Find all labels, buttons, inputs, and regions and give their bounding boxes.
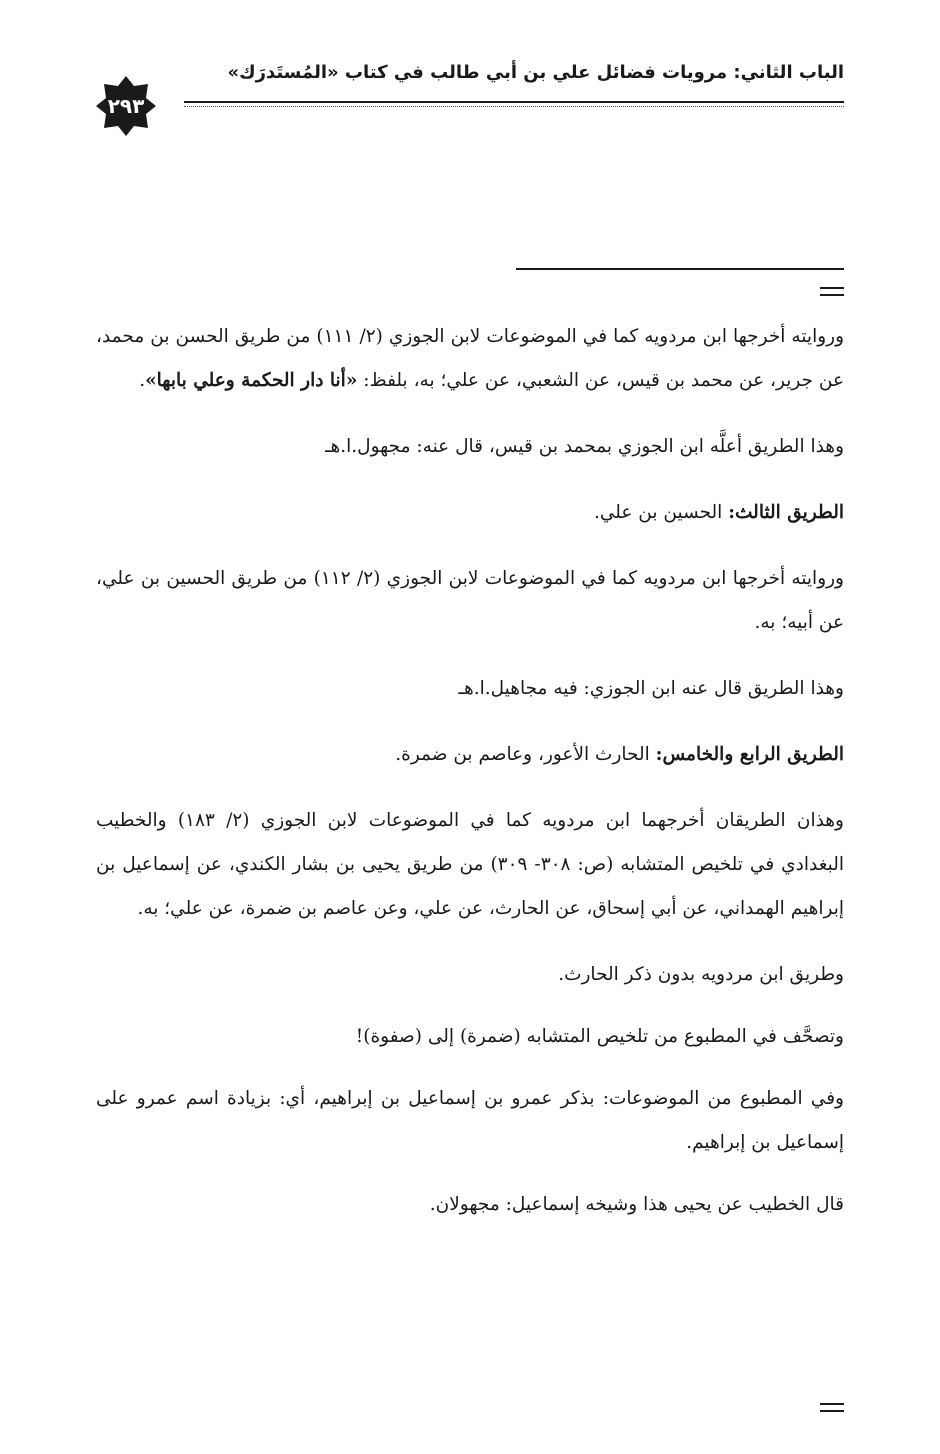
paragraph-text: وتصحَّف في المطبوع من تلخيص المتشابه (ضمرة) إلى (صفوة)!: [355, 1026, 844, 1047]
continuation-mark-top: [820, 287, 844, 297]
paragraph: [96, 491, 844, 535]
paragraph-text: وروايته أخرجها ابن مردويه كما في الموضوعات لابن الجوزي (٢/ ١١٢) من طريق الحسين بن علي، عن أبيه؛ به.: [96, 568, 844, 633]
paragraph-text: الحارث الأعور، وعاصم بن ضمرة.: [395, 744, 656, 765]
paragraph-text: وهذا الطريق أعلَّه ابن الجوزي بمحمد بن قيس، قال عنه: مجهول.ا.هـ: [325, 436, 844, 457]
page-number: ٢٩٣: [107, 94, 145, 118]
paragraph-text: قال الخطيب عن يحيى هذا وشيخه إسماعيل: مجهولان.: [429, 1194, 844, 1215]
paragraph-text: وفي المطبوع من الموضوعات: بذكر عمرو بن إسماعيل بن إبراهيم، أي: بزيادة اسم عمرو على إسماعيل بن إبراهيم.: [96, 1088, 844, 1153]
section-label: الطريق الرابع والخامس:: [655, 744, 844, 765]
paragraph-tail: .: [139, 370, 146, 391]
paragraph: [96, 667, 844, 711]
header-rule-dotted: [184, 106, 844, 107]
header-rule: [184, 101, 844, 103]
continuation-mark-bottom: [820, 1403, 844, 1413]
paragraph: [96, 557, 844, 645]
quoted-hadith-text: «أنا دار الحكمة وعلي بابها»: [145, 370, 358, 391]
paragraph: [96, 1077, 844, 1165]
paragraph: [96, 425, 844, 469]
paragraph: [96, 953, 844, 997]
paragraph-text: وهذان الطريقان أخرجهما ابن مردويه كما في الموضوعات لابن الجوزي (٢/ ١٨٣) والخطيب البغدادي في تلخيص المتشابه (ص: ٣٠٨- ٣٠٩) من طريق يحيى بن بشار الكندي، عن إسماعيل بن إبراهيم الهمداني، عن أبي إسحاق، عن الحارث، عن علي، وعن عاصم بن ضمرة، عن علي؛ به.: [96, 810, 844, 919]
paragraph-text: وروايته أخرجها ابن مردويه كما في الموضوعات لابن الجوزي (٢/ ١١١) من طريق الحسن بن محمد، عن جرير، عن محمد بن قيس، عن الشعبي، عن علي؛ به، بلفظ:: [96, 326, 845, 391]
paragraph: [96, 1015, 844, 1059]
paragraph: [96, 1183, 844, 1227]
section-label: الطريق الثالث:: [728, 502, 844, 523]
paragraph: [96, 799, 844, 931]
running-header-title: الباب الثاني: مرويات فضائل علي بن أبي طالب في كتاب «المُستَدرَك»: [227, 62, 844, 83]
paragraph-text: وطريق ابن مردويه بدون ذكر الحارث.: [558, 964, 844, 985]
paragraph: [96, 315, 844, 403]
running-header: [96, 62, 844, 142]
paragraph-text: وهذا الطريق قال عنه ابن الجوزي: فيه مجاهيل.ا.هـ: [458, 678, 844, 699]
paragraph: [96, 733, 844, 777]
footnote-separator: [516, 268, 844, 270]
paragraph-text: الحسين بن علي.: [593, 502, 729, 523]
footnote-body: [96, 315, 844, 1249]
